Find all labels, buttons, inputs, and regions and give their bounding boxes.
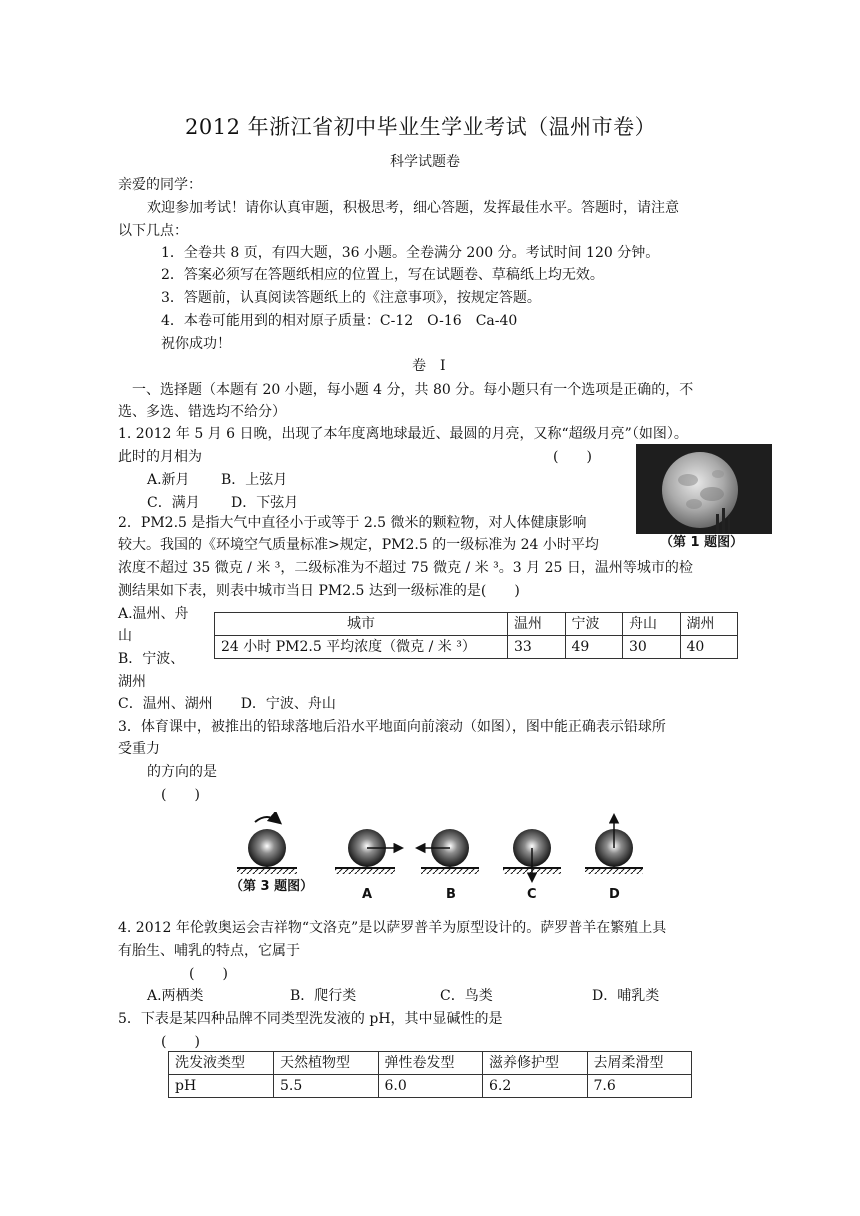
section-heading: 选、多选、错选均不给分）	[118, 404, 286, 420]
table-cell: 30	[623, 636, 681, 659]
table-cell: 33	[508, 636, 566, 659]
table-cell: 40	[680, 636, 738, 659]
table-header-cell: 城市	[215, 613, 508, 636]
figure-label-c: C	[527, 887, 537, 902]
note-item: 1．全卷共 8 页，有四大题，36 小题。全卷满分 200 分。考试时间 120 分钟。	[161, 245, 660, 261]
question-2-text: 浓度不超过 35 微克 / 米 ³，二级标准为不超过 75 微克 / 米 ³。3 月 25 日，温州等城市的检	[118, 560, 693, 576]
option-cd: C．温州、湖州 D．宁波、舟山	[118, 696, 336, 712]
table-row	[169, 1075, 692, 1098]
pm25-table	[214, 612, 738, 659]
table-row	[215, 613, 738, 636]
table-row	[169, 1052, 692, 1075]
intro-paragraph-line: 以下几点：	[118, 223, 188, 239]
page-title: 2012 年浙江省初中毕业生学业考试（温州市卷）	[185, 115, 657, 139]
wish-text: 祝你成功！	[161, 336, 231, 352]
section-heading: 一、选择题（本题有 20 小题，每小题 4 分，共 80 分。每小题只有一个选项是正确的，不	[132, 382, 694, 398]
option-a: A.温州、舟	[118, 606, 189, 622]
intro-paragraph-line: 欢迎参加考试！请你认真审题，积极思考，细心答题，发挥最佳水平。答题时，请注意	[147, 200, 679, 216]
figure-ball	[237, 817, 297, 874]
option-b: 湖州	[118, 674, 146, 690]
figure-3-caption: （第 3 题图）	[230, 879, 314, 894]
table-header-cell: 宁波	[565, 613, 623, 636]
option-b: B．宁波、	[118, 651, 185, 667]
option-d: D．下弦月	[231, 495, 299, 511]
figure-label-a: A	[362, 887, 373, 902]
option-d: D．哺乳类	[592, 988, 660, 1004]
option-a: 山	[118, 628, 132, 644]
question-1-text: 此时的月相为	[118, 449, 202, 465]
table-row	[215, 636, 738, 659]
figure-label-d: D	[609, 887, 620, 902]
answer-bracket: ( )	[161, 1034, 200, 1050]
answer-bracket: ( )	[161, 787, 200, 803]
table-header-cell: 弹性卷发型	[378, 1052, 483, 1075]
question-4-text: 有胎生、哺乳的特点，它属于	[118, 943, 300, 959]
note-item: 4．本卷可能用到的相对原子质量：C-12 O-16 Ca-40	[161, 313, 518, 329]
figure-1-caption: （第 1 题图）	[660, 535, 744, 550]
table-cell: pH	[169, 1075, 274, 1098]
note-item: 2．答案必须写在答题纸相应的位置上，写在试题卷、草稿纸上均无效。	[161, 267, 604, 283]
page-subtitle: 科学试题卷	[390, 154, 460, 170]
table-header-cell: 滋养修护型	[483, 1052, 588, 1075]
table-header-cell: 洗发液类型	[169, 1052, 274, 1075]
option-c: C．鸟类	[440, 988, 493, 1004]
option-a: A.新月	[147, 472, 190, 488]
table-header-cell: 舟山	[623, 613, 681, 636]
table-cell: 6.2	[483, 1075, 588, 1098]
table-cell: 49	[565, 636, 623, 659]
table-header-cell: 温州	[508, 613, 566, 636]
option-b-figure	[418, 829, 479, 874]
question-5-text: 5．下表是某四种品牌不同类型洗发液的 pH，其中显碱性的是	[118, 1011, 503, 1027]
table-header-cell: 天然植物型	[274, 1052, 379, 1075]
table-cell: 7.6	[587, 1075, 692, 1098]
note-item: 3．答题前，认真阅读答题纸上的《注意事项》，按规定答题。	[161, 290, 541, 306]
option-d-figure	[585, 816, 643, 874]
question-2-text: 2．PM2.5 是指大气中直径小于或等于 2.5 微米的颗粒物，对人体健康影响	[118, 515, 587, 531]
table-cell: 24 小时 PM2.5 平均浓度（微克 / 米 ³）	[215, 636, 508, 659]
question-2-text: 较大。我国的《环境空气质量标准>规定，PM2.5 的一级标准为 24 小时平均	[118, 537, 599, 553]
figure-label-b: B	[446, 887, 456, 902]
answer-bracket: ( )	[553, 449, 592, 465]
question-2-text: 测结果如下表，则表中城市当日 PM2.5 达到一级标准的是( )	[118, 583, 520, 599]
moon-photo	[636, 444, 772, 534]
option-c-figure	[503, 829, 561, 880]
question-3-text: 的方向的是	[147, 764, 217, 780]
option-c: C．满月	[147, 495, 200, 511]
question-4-text: 4. 2012 年伦敦奥运会吉祥物“文洛克”是以萨罗普羊为原型设计的。萨罗普羊在繁殖上具	[118, 920, 667, 936]
volume-label: 卷 I	[412, 358, 446, 374]
greeting: 亲爱的同学：	[118, 177, 202, 193]
table-cell: 5.5	[274, 1075, 379, 1098]
option-b: B．上弦月	[221, 472, 288, 488]
option-a: A.两栖类	[147, 988, 204, 1004]
question-3-text: 受重力	[118, 741, 160, 757]
option-a-figure	[335, 829, 401, 874]
table-header-cell: 湖州	[680, 613, 738, 636]
option-b: B．爬行类	[290, 988, 357, 1004]
ph-table	[168, 1051, 692, 1098]
answer-bracket: ( )	[189, 966, 228, 982]
table-header-cell: 去屑柔滑型	[587, 1052, 692, 1075]
question-3-text: 3．体育课中，被推出的铅球落地后沿水平地面向前滚动（如图），图中能正确表示铅球所	[118, 719, 666, 735]
question-1-text: 1. 2012 年 5 月 6 日晚，出现了本年度离地球最近、最圆的月亮，又称“超级月亮”（如图）。	[118, 426, 688, 442]
table-cell: 6.0	[378, 1075, 483, 1098]
full-moon-icon	[636, 444, 772, 534]
